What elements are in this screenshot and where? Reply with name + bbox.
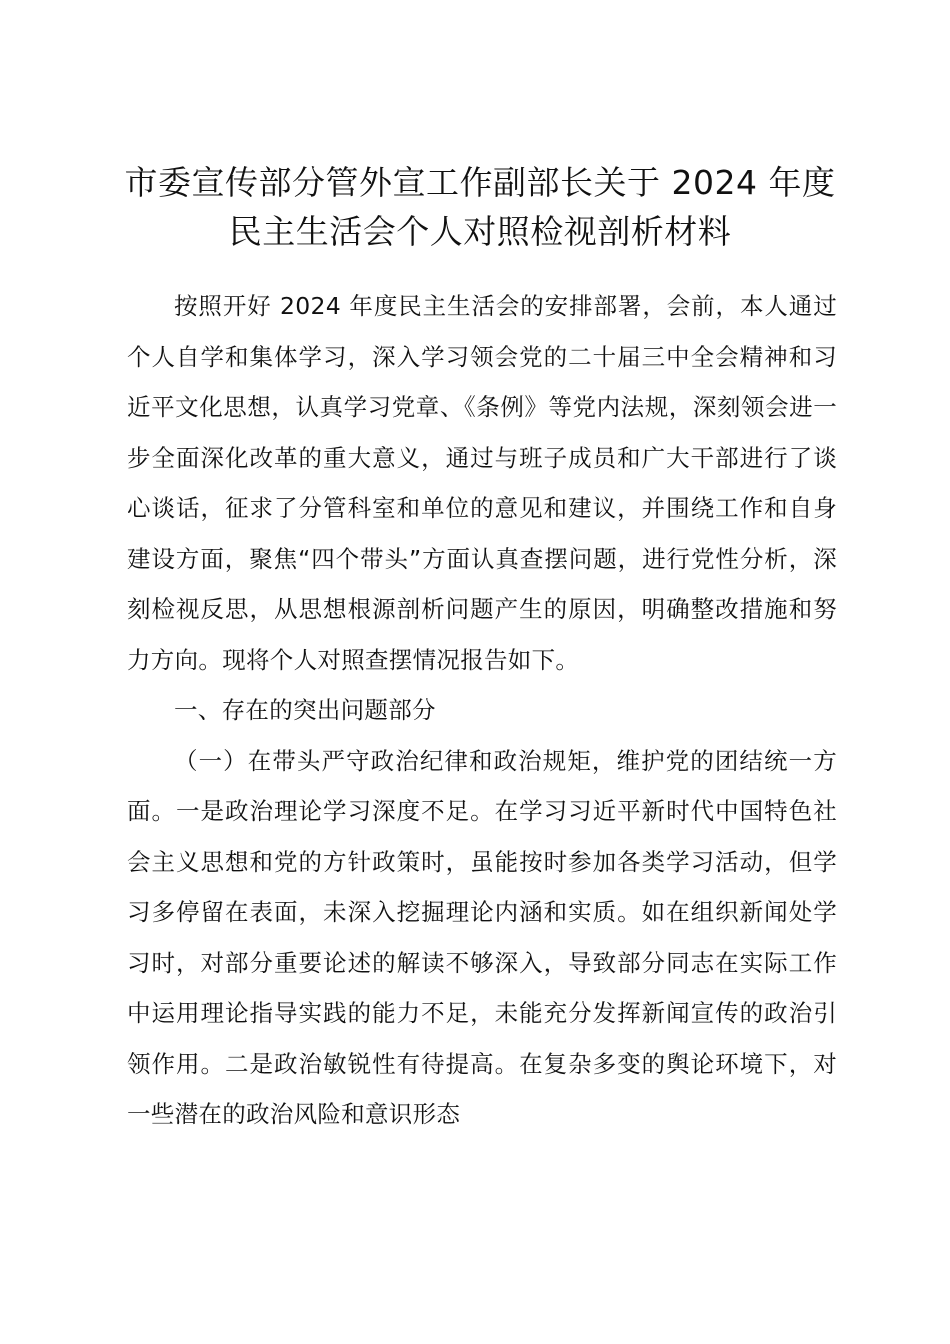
- document-body: [127, 281, 837, 1140]
- intro-paragraph: 按照开好 2024 年度民主生活会的安排部署，会前，本人通过个人自学和集体学习，深入学习领会党的二十届三中全会精神和习近平文化思想，认真学习党章、《条例》等党内法规，深刻领会进一步全面深化改革的重大意义，通过与班子成员和广大干部进行了谈心谈话，征求了分管科室和单位的意见和建议，并围绕工作和自身建设方面，聚焦“四个带头”方面认真查摆问题，进行党性分析，深刻检视反思，从思想根源剖析问题产生的原因，明确整改措施和努力方向。现将个人对照查摆情况报告如下。: [127, 292, 837, 674]
- document-title: 市委宣传部分管外宣工作副部长关于 2024 年度民主生活会个人对照检视剖析材料: [124, 163, 836, 251]
- section-paragraph: （一）在带头严守政治纪律和政治规矩，维护党的团结统一方面。一是政治理论学习深度不足。在学习习近平新时代中国特色社会主义思想和党的方针政策时，虽能按时参加各类学习活动，但学习多停留在表面，未深入挖掘理论内涵和实质。如在组织新闻处学习时，对部分重要论述的解读不够深入，导致部分同志在实际工作中运用理论指导实践的能力不足，未能充分发挥新闻宣传的政治引领作用。二是政治敏锐性有待提高。在复杂多变的舆论环境下，对一些潜在的政治风险和意识形态: [127, 746, 837, 1128]
- section-heading: 一、存在的突出问题部分: [174, 696, 436, 724]
